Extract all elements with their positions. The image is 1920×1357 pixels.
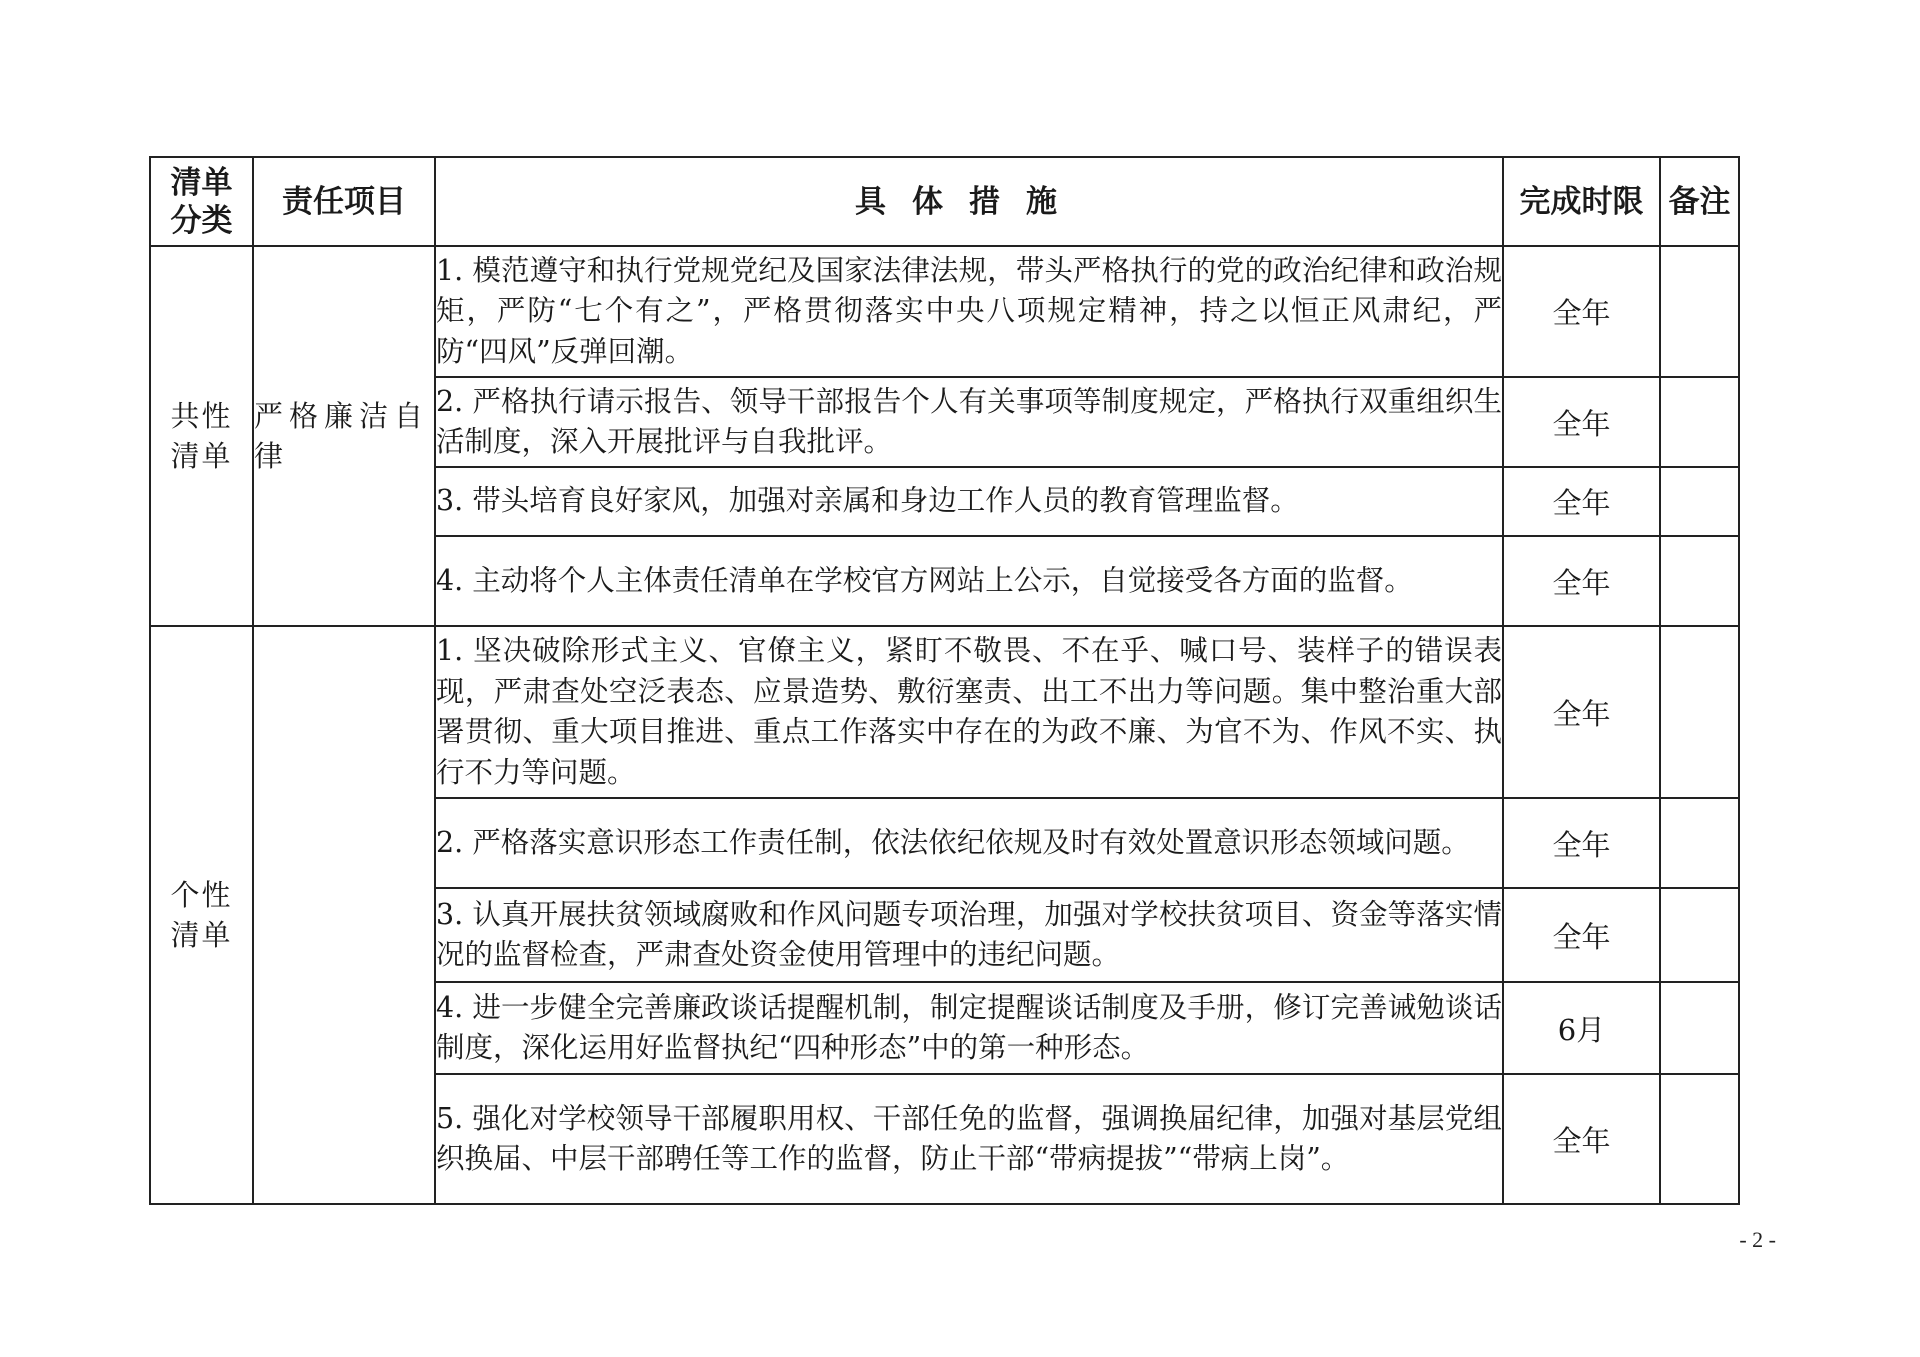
remark-cell xyxy=(1660,467,1739,536)
table-header-row xyxy=(150,157,1739,246)
measure-text: 4. 主动将个人主体责任清单在学校官方网站上公示，自觉接受各方面的监督。 xyxy=(435,536,1503,626)
deadline-cell: 全年 xyxy=(1503,1074,1660,1204)
table-row xyxy=(150,246,1739,377)
measure-text: 1. 坚决破除形式主义、官僚主义，紧盯不敬畏、不在乎、喊口号、装样子的错误表现，严肃查处空泛表态、应景造势、敷衍塞责、出工不出力等问题。集中整治重大部署贯彻、重大项目推进、重点工作落实中存在的为政不廉、为官不为、作风不实、执行不力等问题。 xyxy=(435,626,1503,798)
measure-text: 3. 带头培育良好家风，加强对亲属和身边工作人员的教育管理监督。 xyxy=(435,467,1503,536)
project-cell xyxy=(253,626,435,1204)
remark-cell xyxy=(1660,982,1739,1074)
measure-text: 1. 模范遵守和执行党规党纪及国家法律法规，带头严格执行的党的政治纪律和政治规矩，严防“七个有之”，严格贯彻落实中央八项规定精神，持之以恒正风肃纪，严防“四风”反弹回潮。 xyxy=(435,246,1503,377)
deadline-cell: 全年 xyxy=(1503,536,1660,626)
deadline-cell: 全年 xyxy=(1503,798,1660,888)
category-cell: 个性 清单 xyxy=(150,626,253,1204)
header-remark: 备注 xyxy=(1660,157,1739,246)
deadline-cell: 全年 xyxy=(1503,888,1660,982)
responsibility-table xyxy=(149,156,1740,1205)
remark-cell xyxy=(1660,536,1739,626)
table-row xyxy=(150,626,1739,798)
measure-text: 5. 强化对学校领导干部履职用权、干部任免的监督，强调换届纪律，加强对基层党组织换届、中层干部聘任等工作的监督，防止干部“带病提拔”“带病上岗”。 xyxy=(435,1074,1503,1204)
project-cell: 严格廉洁自律 xyxy=(253,246,435,626)
deadline-cell: 全年 xyxy=(1503,626,1660,798)
remark-cell xyxy=(1660,626,1739,798)
remark-cell xyxy=(1660,888,1739,982)
page-number: - 2 - xyxy=(1739,1227,1776,1252)
category-cell: 共性 清单 xyxy=(150,246,253,626)
measure-text: 2. 严格落实意识形态工作责任制，依法依纪依规及时有效处置意识形态领域问题。 xyxy=(435,798,1503,888)
remark-cell xyxy=(1660,1074,1739,1204)
header-measures: 具体措施 xyxy=(435,157,1503,246)
deadline-cell: 全年 xyxy=(1503,246,1660,377)
remark-cell xyxy=(1660,246,1739,377)
measure-text: 3. 认真开展扶贫领域腐败和作风问题专项治理，加强对学校扶贫项目、资金等落实情况的监督检查，严肃查处资金使用管理中的违纪问题。 xyxy=(435,888,1503,982)
deadline-cell: 6月 xyxy=(1503,982,1660,1074)
remark-cell xyxy=(1660,377,1739,467)
deadline-cell: 全年 xyxy=(1503,467,1660,536)
header-deadline: 完成时限 xyxy=(1503,157,1660,246)
header-category: 清单 分类 xyxy=(150,157,253,246)
header-project: 责任项目 xyxy=(253,157,435,246)
measure-text: 2. 严格执行请示报告、领导干部报告个人有关事项等制度规定，严格执行双重组织生活制度，深入开展批评与自我批评。 xyxy=(435,377,1503,467)
deadline-cell: 全年 xyxy=(1503,377,1660,467)
measure-text: 4. 进一步健全完善廉政谈话提醒机制，制定提醒谈话制度及手册，修订完善诫勉谈话制度，深化运用好监督执纪“四种形态”中的第一种形态。 xyxy=(435,982,1503,1074)
remark-cell xyxy=(1660,798,1739,888)
